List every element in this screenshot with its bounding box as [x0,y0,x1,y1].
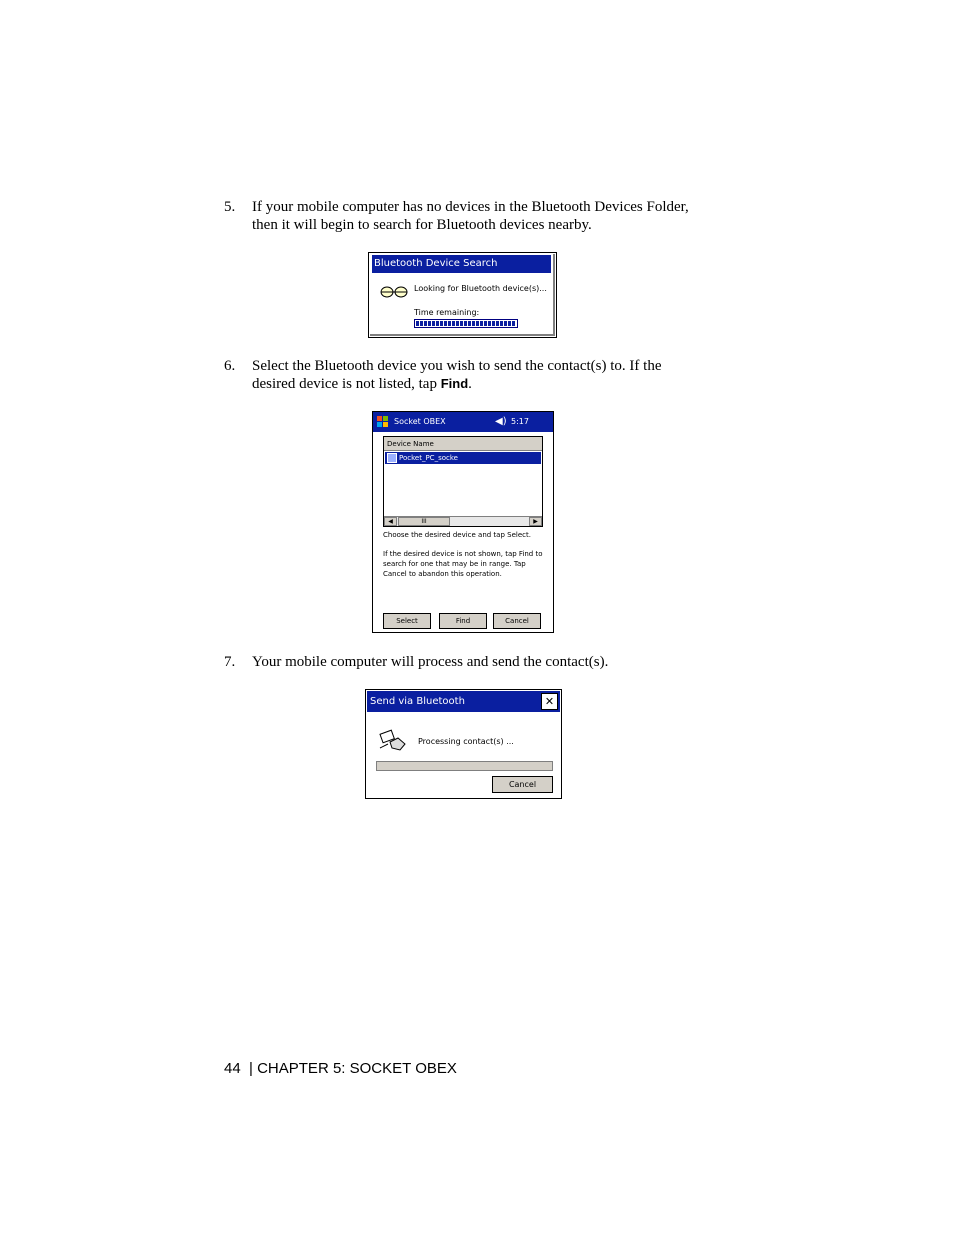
list-item[interactable] [385,452,541,464]
device-list[interactable] [383,436,543,527]
send-contact-icon [378,728,408,752]
scroll-thumb[interactable]: III [398,517,450,526]
title-bar [373,412,553,432]
step-text [252,357,692,393]
cancel-button[interactable]: Cancel [493,613,541,629]
device-name: Pocket_PC_socke [399,454,458,462]
select-button[interactable]: Select [383,613,431,629]
step-number: 7. [224,654,236,670]
dialog-body [370,254,555,336]
send-progress-bar [376,761,553,771]
dialog-title [367,691,560,712]
step-number: 5. [224,199,236,215]
step-text: Your mobile computer will process and send the contact(s). [252,654,609,670]
speaker-icon[interactable]: ◀) [495,416,507,427]
instruction-text: Choose the desired device and tap Select. [383,531,531,539]
app-title: Socket OBEX [394,417,446,426]
socket-obex-window [372,411,554,633]
dialog-title-text: Send via Bluetooth [370,696,465,707]
step-number: 6. [224,358,236,374]
chapter-title: | CHAPTER 5: SOCKET OBEX [249,1060,457,1077]
cancel-button[interactable]: Cancel [492,776,553,793]
scroll-right-button[interactable]: ▶ [529,517,542,526]
find-emphasis: Find [440,376,469,391]
dialog-title: Bluetooth Device Search [372,255,551,273]
step-text-after: . [468,376,472,392]
time-remaining-label: Time remaining: [414,308,480,317]
device-icon [387,453,397,463]
find-button[interactable]: Find [439,613,487,629]
page-number: 44 [224,1060,241,1077]
step-text: If your mobile computer has no devices in the Bluetooth Devices Folder, then it will begin to search for Bluetooth devices nearby. [252,199,689,233]
windows-start-icon[interactable] [375,414,391,430]
horizontal-scrollbar[interactable] [384,516,542,526]
bluetooth-device-search-dialog [368,252,557,338]
send-via-bluetooth-dialog [365,689,562,799]
column-header-device-name[interactable]: Device Name [384,437,542,451]
help-text: If the desired device is not shown, tap Find to search for one that may be in range. Tap Cancel to abandon this operation. [383,550,543,578]
search-progress-fill [416,321,516,326]
step-text-before: Select the Bluetooth device you wish to send the contact(s) to. If the desired device is not listed, tap [252,358,662,392]
clock[interactable]: 5:17 [511,417,529,426]
search-status-text: Looking for Bluetooth device(s)... [414,284,547,293]
processing-status-text: Processing contact(s) ... [418,737,514,746]
scroll-left-button[interactable]: ◀ [384,517,397,526]
binoculars-icon [380,284,408,298]
page-footer [224,1060,457,1078]
close-icon[interactable]: ✕ [541,693,558,710]
search-progress-bar [414,319,518,328]
